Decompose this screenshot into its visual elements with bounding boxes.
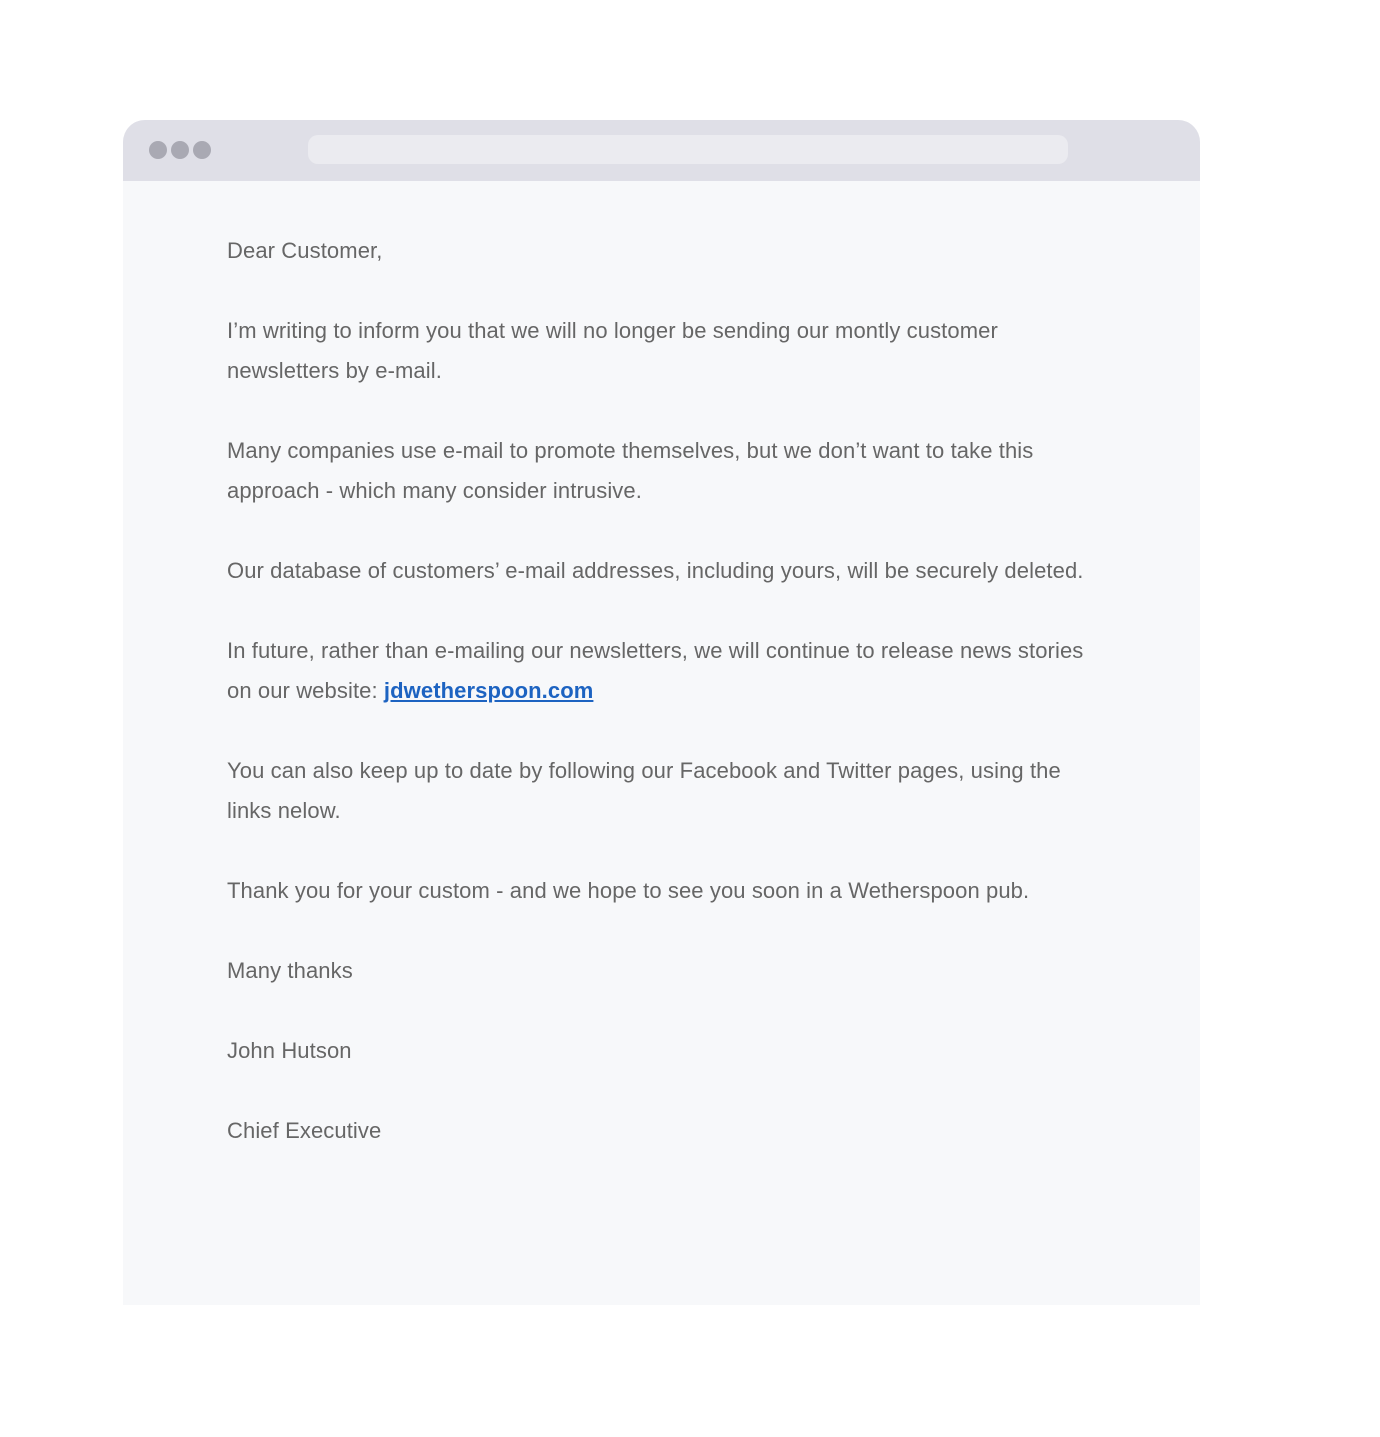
email-greeting: Dear Customer, bbox=[227, 238, 383, 263]
email-signoff: Many thanks bbox=[227, 958, 353, 983]
window-titlebar bbox=[123, 120, 1200, 181]
email-paragraph-website bbox=[227, 631, 1107, 711]
window-control-dot-icon[interactable] bbox=[171, 141, 189, 159]
email-paragraph-1: I’m writing to inform you that we will no longer be sending our montly customer newsletters by e-mail. bbox=[227, 318, 998, 383]
website-paragraph-text: In future, rather than e-mailing our newsletters, we will continue to release news stories on our website: bbox=[227, 638, 1084, 703]
email-body bbox=[227, 231, 1107, 1191]
window-control-dot-icon[interactable] bbox=[193, 141, 211, 159]
signature-title: Chief Executive bbox=[227, 1118, 382, 1143]
email-paragraph-social: You can also keep up to date by following our Facebook and Twitter pages, using the links nelow. bbox=[227, 758, 1061, 823]
email-paragraph-thanks: Thank you for your custom - and we hope to see you soon in a Wetherspoon pub. bbox=[227, 878, 1030, 903]
window-control-dot-icon[interactable] bbox=[149, 141, 167, 159]
website-link[interactable]: jdwetherspoon.com bbox=[383, 678, 594, 703]
email-paragraph-3: Our database of customers’ e-mail addresses, including yours, will be securely deleted. bbox=[227, 558, 1084, 583]
address-bar[interactable] bbox=[308, 135, 1068, 164]
signature-name: John Hutson bbox=[227, 1038, 352, 1063]
email-paragraph-2: Many companies use e-mail to promote themselves, but we don’t want to take this approach - which many consider intrusive. bbox=[227, 438, 1034, 503]
browser-window bbox=[123, 120, 1200, 1305]
